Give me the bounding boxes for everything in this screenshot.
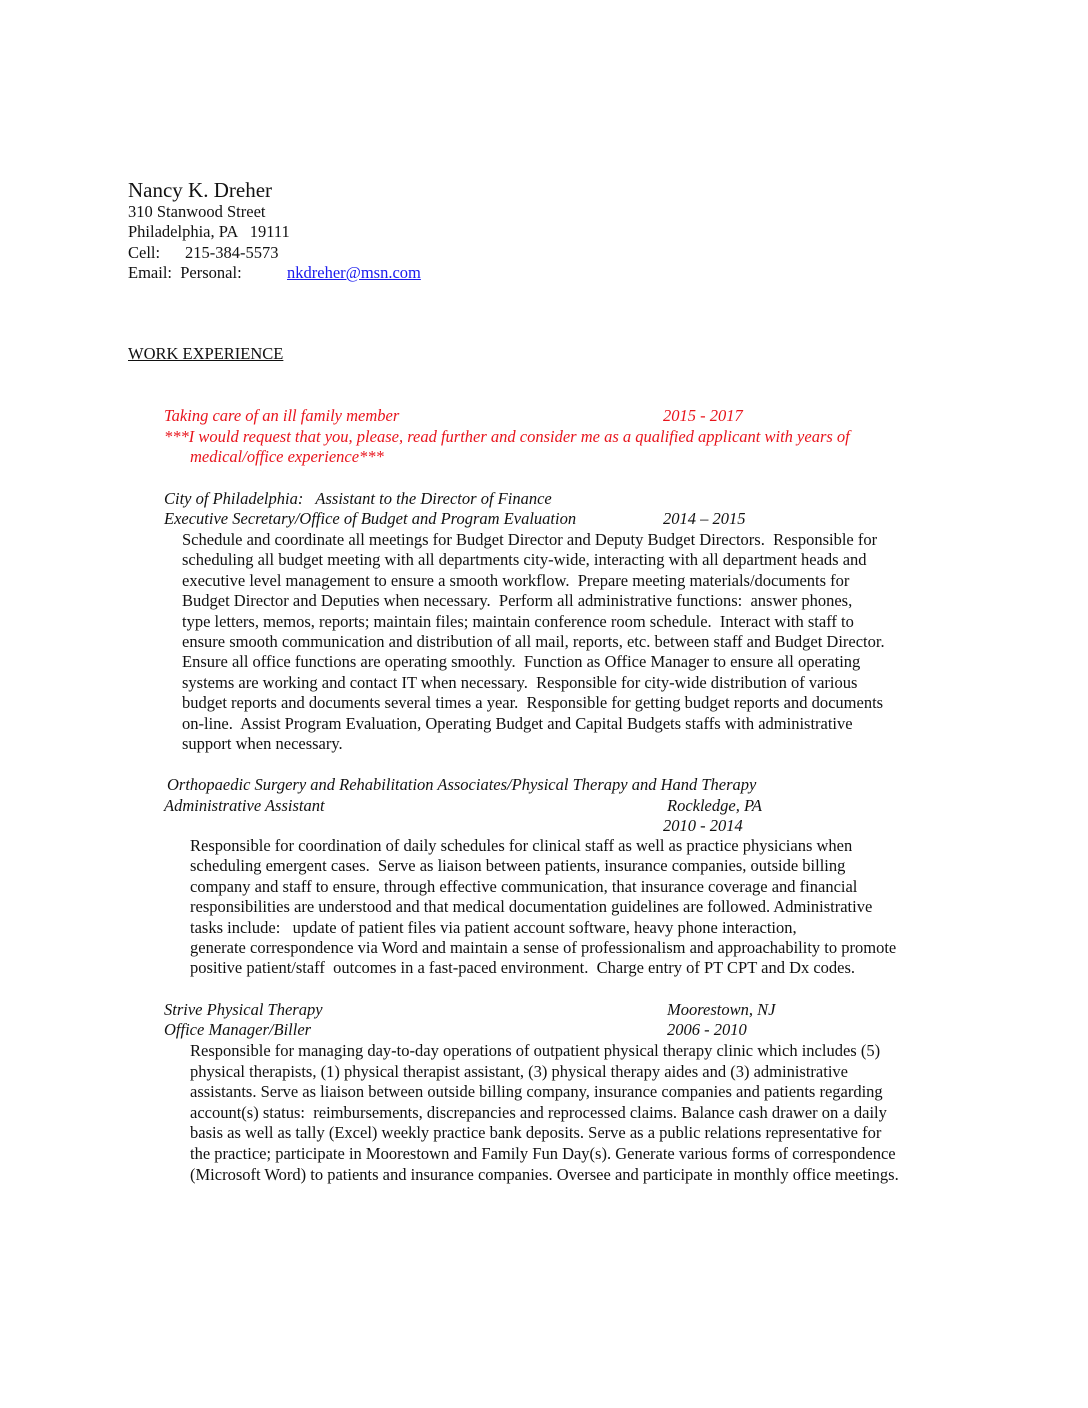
job-dates: 2014 – 2015 xyxy=(663,509,746,528)
address-street: 310 Stanwood Street xyxy=(128,202,266,221)
description-line: Budget Director and Deputies when necessary. Perform all administrative functions: answer phones, xyxy=(182,591,853,611)
description-line: budget reports and documents several times a year. Responsible for getting budget reports and documents xyxy=(182,693,884,713)
description-line: Responsible for coordination of daily schedules for clinical staff as well as practice physicians when xyxy=(190,836,853,855)
description-line: executive level management to ensure a smooth workflow. Prepare meeting materials/documents for xyxy=(182,570,850,590)
description-line: positive patient/staff outcomes in a fast-paced environment. Charge entry of PT CPT and Dx codes. xyxy=(190,958,856,978)
cell-number: 215-384-5573 xyxy=(185,243,279,262)
job-title: Executive Secretary/Office of Budget and Program Evaluation xyxy=(164,509,577,528)
description-line: Schedule and coordinate all meetings for Budget Director and Deputy Budget Directors. Responsible for xyxy=(182,530,878,549)
job-location: Rockledge, PA xyxy=(667,796,762,815)
job-title: Office Manager/Biller xyxy=(164,1020,312,1039)
description-line: physical therapists, (1) physical therapist assistant, (3) physical therapy aides and (3) administrative xyxy=(190,1061,848,1081)
gap-note-dates: 2015 - 2017 xyxy=(663,406,743,425)
description-line: support when necessary. xyxy=(182,734,343,753)
email-link[interactable]: nkdreher@msn.com xyxy=(287,263,421,282)
request-line: ***I would request that you, please, read further and consider me as a qualified applicant with years of xyxy=(164,427,850,446)
job-dates: 2010 - 2014 xyxy=(663,816,743,835)
section-title-work-experience: WORK EXPERIENCE xyxy=(128,344,284,363)
description-line: Responsible for managing day-to-day operations of outpatient physical therapy clinic which includes (5) xyxy=(190,1041,881,1060)
email-label: Email: Personal: xyxy=(128,263,242,282)
description-line: scheduling emergent cases. Serve as liaison between patients, insurance companies, outside billing xyxy=(190,856,846,876)
applicant-name: Nancy K. Dreher xyxy=(128,178,273,202)
description-line: scheduling all budget meeting with all departments city-wide, interacting with all department heads and xyxy=(182,550,867,570)
description-line: account(s) status: reimbursements, discrepancies and reprocessed claims. Balance cash drawer on a daily xyxy=(190,1102,887,1122)
gap-note-title: Taking care of an ill family member xyxy=(164,406,400,425)
description-line: Ensure all office functions are operating smoothly. Function as Office Manager to ensure all operating xyxy=(182,652,861,672)
job-employer: Strive Physical Therapy xyxy=(164,1000,323,1019)
description-line: assistants. Serve as liaison between outside billing company, insurance companies and patients regarding xyxy=(190,1082,883,1102)
description-line: ensure smooth communication and distribution of all mail, reports, etc. between staff and Budget Director. xyxy=(182,632,885,651)
job-employer: Orthopaedic Surgery and Rehabilitation Associates/Physical Therapy and Hand Therapy xyxy=(167,775,757,794)
description-line: the practice; participate in Moorestown and Family Fun Day(s). Generate various forms of correspondence xyxy=(190,1144,896,1163)
job-employer: City of Philadelphia: Assistant to the Director of Finance xyxy=(164,489,552,508)
description-line: company and staff to ensure, through effective communication, that insurance coverage and financial xyxy=(190,876,858,896)
description-line: basis as well as tally (Excel) weekly practice bank deposits. Serve as a public relations representative for xyxy=(190,1123,882,1143)
description-line: (Microsoft Word) to patients and insurance companies. Oversee and participate in monthly office meetings. xyxy=(190,1164,899,1184)
description-line: responsibilities are understood and that medical documentation guidelines are followed. Administrative xyxy=(190,897,873,917)
description-line: on-line. Assist Program Evaluation, Operating Budget and Capital Budgets staffs with administrative xyxy=(182,713,853,733)
cell-label: Cell: xyxy=(128,243,161,262)
job-location: Moorestown, NJ xyxy=(667,1000,776,1019)
job-title: Administrative Assistant xyxy=(164,796,325,815)
request-line: medical/office experience*** xyxy=(190,447,384,466)
description-line: systems are working and contact IT when necessary. Responsible for city-wide distribution of various xyxy=(182,672,858,692)
description-line: type letters, memos, reports; maintain files; maintain conference room schedule. Interact with staff to xyxy=(182,611,854,631)
description-line: generate correspondence via Word and maintain a sense of professionalism and approachability to promote xyxy=(190,938,897,957)
address-city: Philadelphia, PA 19111 xyxy=(128,222,290,241)
description-line: tasks include: update of patient files via patient account software, heavy phone interaction, xyxy=(190,917,797,937)
job-dates: 2006 - 2010 xyxy=(667,1020,747,1039)
